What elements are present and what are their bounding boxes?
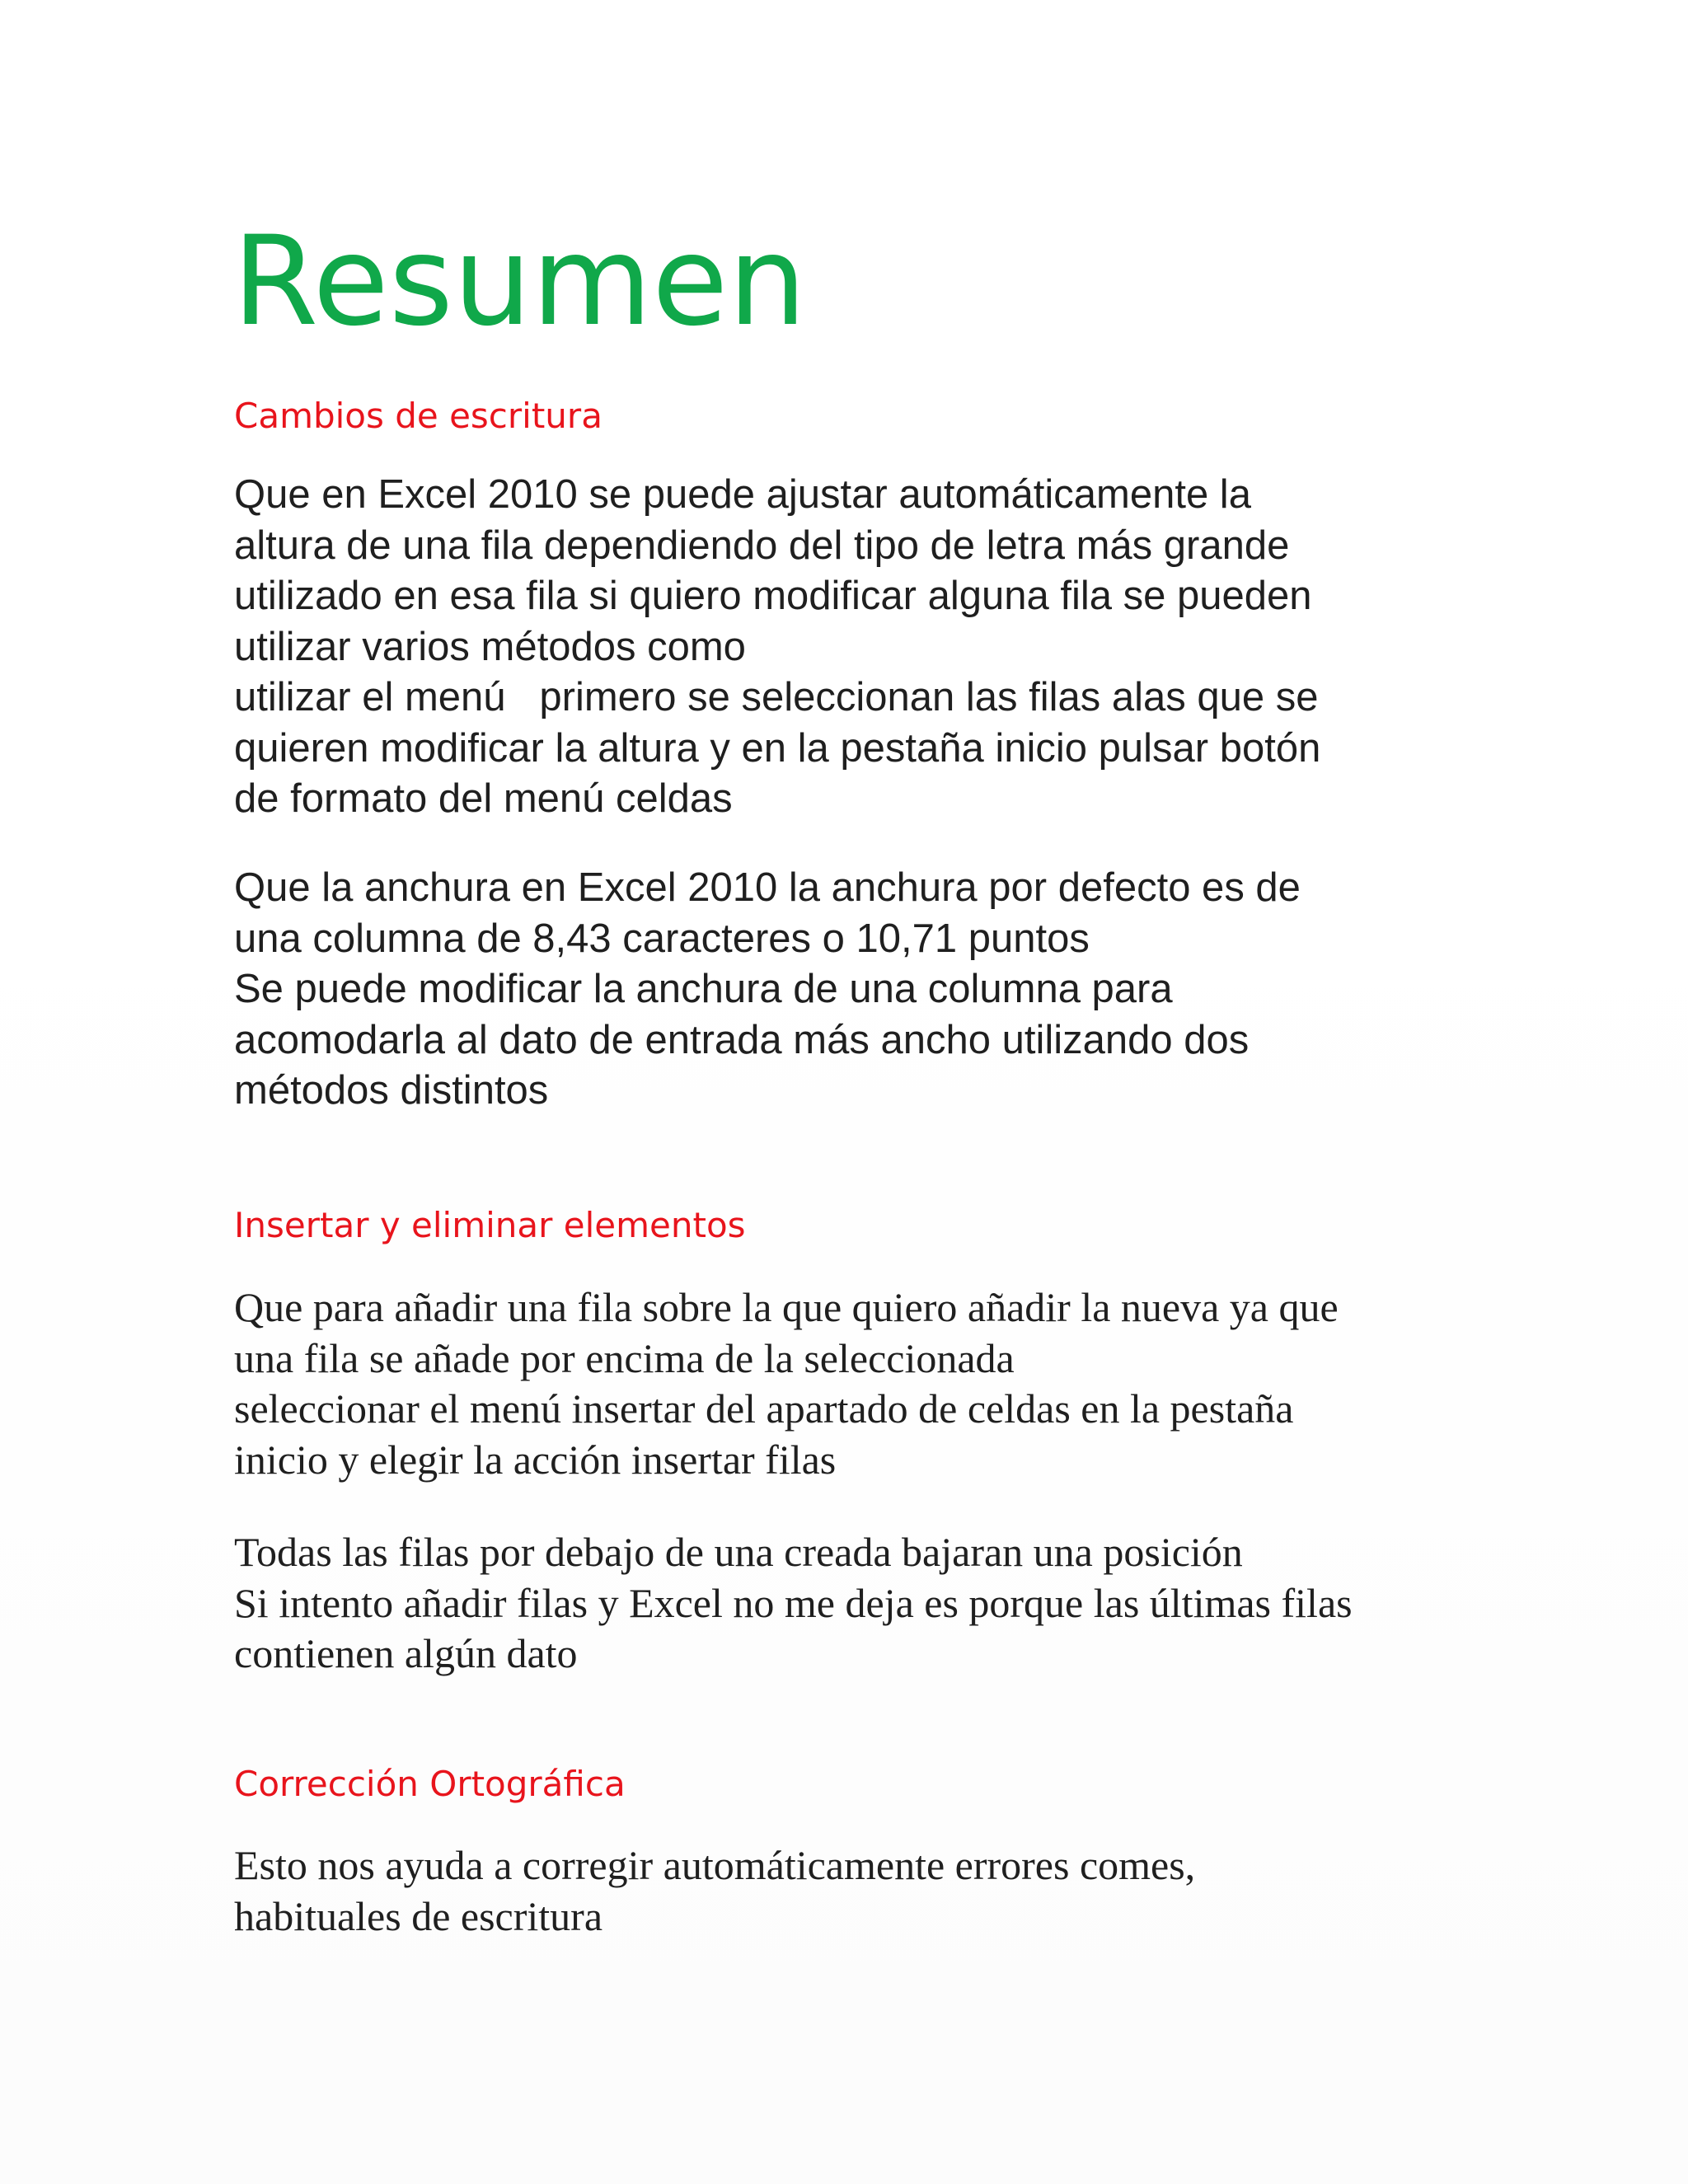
text-line: una columna de 8,43 caracteres o 10,71 puntos — [234, 916, 1090, 961]
text-line: utilizar varios métodos como — [234, 624, 746, 669]
text-line: seleccionar el menú insertar del apartado de celdas en la pestaña — [234, 1385, 1294, 1432]
text-line: Si intento añadir filas y Excel no me deja es porque las últimas filas — [234, 1579, 1353, 1626]
section-heading-correccion: Corrección Ortográfica — [234, 1764, 626, 1804]
text-line: Se puede modificar la anchura de una columna para — [234, 967, 1173, 1011]
text-line: Que la anchura en Excel 2010 la anchura por defecto es de — [234, 865, 1301, 910]
text-line: Que en Excel 2010 se puede ajustar automáticamente la — [234, 472, 1251, 517]
text-line: inicio y elegir la acción insertar filas — [234, 1436, 837, 1483]
paragraph-anadir-fila — [234, 1282, 1470, 1485]
section-heading-insertar: Insertar y eliminar elementos — [234, 1205, 746, 1245]
text-line: utilizado en esa fila si quiero modificar alguna fila se pueden — [234, 574, 1312, 618]
text-line: Esto nos ayuda a corregir automáticamente errores comes, — [234, 1842, 1196, 1888]
section-heading-cambios: Cambios de escritura — [234, 396, 603, 436]
paragraph-altura — [234, 470, 1470, 825]
page-title: Resumen — [232, 210, 807, 354]
paragraph-filas-debajo — [234, 1527, 1470, 1680]
paragraph-correccion — [234, 1840, 1470, 1942]
text-line: altura de una fila dependiendo del tipo de letra más grande — [234, 523, 1290, 568]
text-line: Todas las filas por debajo de una creada bajaran una posición — [234, 1529, 1243, 1575]
text-line: acomodarla al dato de entrada más ancho utilizando dos — [234, 1017, 1250, 1062]
text-line: contienen algún dato — [234, 1630, 578, 1676]
text-line: quieren modificar la altura y en la pestaña inicio pulsar botón — [234, 725, 1321, 771]
paragraph-anchura — [234, 863, 1470, 1117]
text-line: una fila se añade por encima de la seleccionada — [234, 1334, 1015, 1381]
text-line: utilizar el menú primero se seleccionan las filas alas que se — [234, 675, 1319, 719]
text-line: de formato del menú celdas — [234, 776, 733, 821]
text-line: Que para añadir una fila sobre la que quiero añadir la nueva ya que — [234, 1284, 1339, 1330]
text-line: habituales de escritura — [234, 1892, 603, 1939]
text-line: métodos distintos — [234, 1068, 549, 1113]
